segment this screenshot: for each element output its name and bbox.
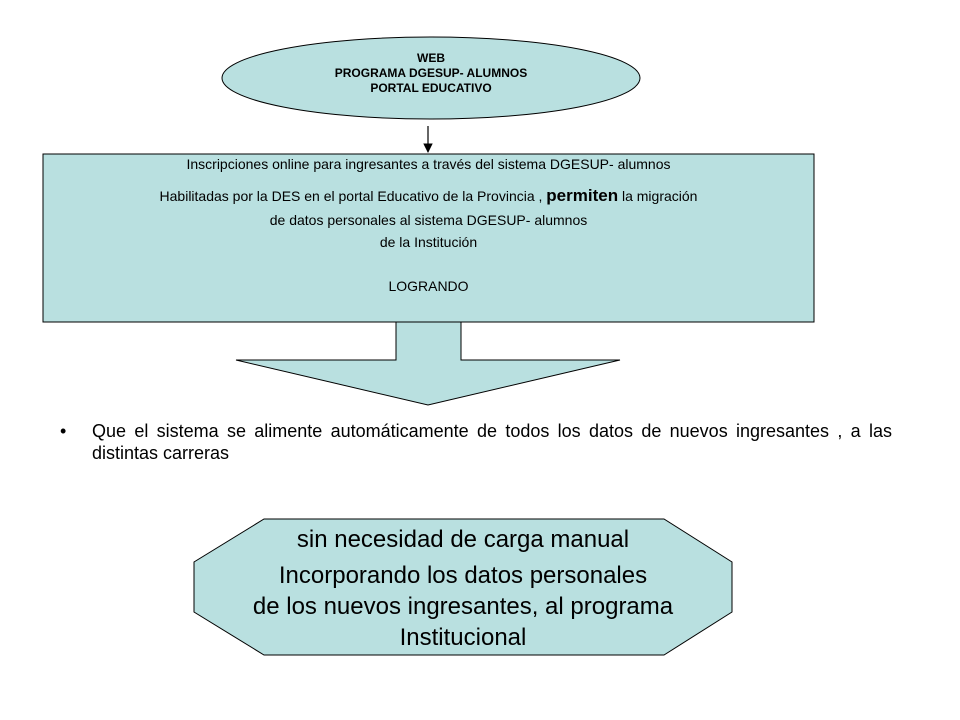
octagon-line-4: Institucional: [399, 624, 527, 651]
box-line-2: [43, 186, 814, 206]
box-line-5: LOGRANDO: [388, 278, 469, 294]
octagon-line-2: Incorporando los datos personales: [278, 562, 648, 589]
ellipse-line-3: PORTAL EDUCATIVO: [370, 81, 492, 95]
octagon-line-1: sin necesidad de carga manual: [296, 526, 630, 553]
octagon-line-3: de los nuevos ingresantes, al programa: [252, 593, 674, 620]
box-line-2-before: Habilitadas por la DES en el portal Educativo de la Provincia ,: [159, 188, 547, 204]
box-line-3: de datos personales al sistema DGESUP- alumnos: [269, 212, 588, 228]
block-down-arrow: [236, 322, 620, 405]
box-line-4: de la Institución: [379, 234, 478, 250]
bullet-dot: •: [60, 421, 67, 441]
box-line-1: Inscripciones online para ingresantes a través del sistema DGESUP- alumnos: [186, 156, 671, 172]
box-line-2-after: la migración: [618, 188, 698, 204]
ellipse-line-1: WEB: [417, 51, 445, 65]
bullet-text: Que el sistema se alimente automáticamente de todos los datos de nuevos ingresantes , a las distintas carreras: [92, 421, 892, 463]
ellipse-line-2: PROGRAMA DGESUP- ALUMNOS: [334, 66, 528, 80]
box-line-2-bold: permiten: [546, 186, 619, 205]
